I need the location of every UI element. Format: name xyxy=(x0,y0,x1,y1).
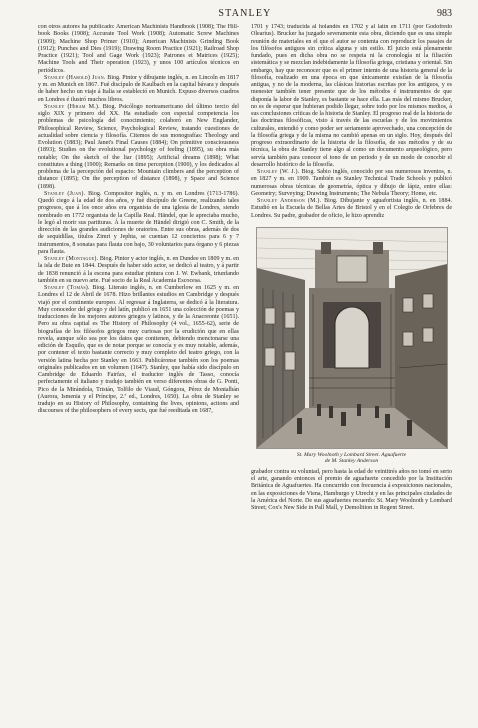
caption-credit: de M. Stanley Anderson xyxy=(324,458,379,465)
entry-body: con otros autores ha publicado: American Machinists Handbook (1908); The Hill-book Books (1908); Accurate Tool Work (1908); Automatic Screw Machines (1909); Machine Shop Primer (1910); American Machinists Grinding Book (1912); Punches and Dies (1919); Drawing Room Practice (1921); Railroad Shop Practice (1921); Tool and Gage Work (1923); Patrones et Matrices (1925); Machine Tools and Their operation (1923), y unos 100 artículos técnicos en periódicos. xyxy=(38,24,239,74)
entry-paragraph xyxy=(38,256,239,285)
entry-headword: Stanley (Montague). xyxy=(44,256,99,262)
entry-paragraph xyxy=(38,75,239,104)
entry-body: Biog. Pintor y actor inglés, n. en Dundee en 1809 y m. en la isla de Bute en 1844. Después de haber sido actor, se dedicó al teatro, y á partir de 1838 renunció á la escena para estudiar pintura con J. W. Ewbank, triunfando también en su nuevo arte. Fué socio de la Real Academia Escocesa. xyxy=(38,256,239,284)
entry-headword: Stanley Anderson (M.). xyxy=(257,198,322,204)
figure-caption xyxy=(257,452,446,465)
text-columns xyxy=(38,24,452,722)
right-column xyxy=(251,24,452,722)
entry-body: Biog. Sabio inglés, conocido por sus numerosos inventos, n. en 1827 y m. en 1909. También es Stanley Technical Trade Schools y publicó numerosas obras técnicas de geometría, óptica y dibujo de lápiz, entre ellas: Geometry; Surveying; Drawing Instruments; The Nebula Theory; Home, etc. xyxy=(251,169,452,197)
entry-paragraph xyxy=(251,24,452,169)
page-number: 983 xyxy=(437,8,452,19)
entry-body: Biog. Compositor inglés, n. y m. en Londres (1713-1786). Quedó ciego á la edad de dos años, y fué discípulo de Greene, realizando tales progresos, que á los once años era organista de una iglesia de Londres, siendo nombrado en 1772 organista de la Capilla Real. Händel, que le apreciaba mucho, le legó al morir sus partituras. Á la muerte de Händel dirigió con C. Smith, de la dirección de las grandes audiciones de oratorios. Entre sus obras, además de dos de sequidillas, títulos Zimri y Jephta, se cuentan 12 conciertos para 6 y 7 instrumentos, 8 sonatas para flauta con bajo, 30 voluntarios para órgano y 6 piezas para flauta. xyxy=(38,190,239,255)
entry-paragraph xyxy=(38,104,239,191)
entry-paragraph xyxy=(38,191,239,256)
entry-paragraph xyxy=(38,285,239,416)
entry-paragraph xyxy=(38,24,239,75)
church-street-etching xyxy=(257,228,447,448)
left-column xyxy=(38,24,239,722)
entry-body: Biog. Pintor y dibujante inglés, n. en Lincoln en 1817 y m. en Munich en 1867. Fué discípulo de Kaulbach en la capital bávara y después de haber hecho un viaje á Italia se estableció en Munich. Expuso diversos cuadros en Londres é ilustró muchos libros. xyxy=(38,74,239,103)
entry-body: grabador contra su voluntad, pero hasta la edad de veintitrés años no tomó en serio el arte, ganando entonces el premio de aguafuerte concedido por la Institución Británica de Aguafuertes. Ha concurrido con frecuencia á exposiciones nacionales, en las exposiciones de Viena, Hamburgo y Utrecht y en las principales ciudades de la América del Norte. De sus aguafuertes recuerdo: St. Mary Woolnoth y Lombard Street; Cox's New Side in Pall Mall, y Demolition in Regent Street. xyxy=(251,468,452,512)
entry-paragraph xyxy=(251,198,452,220)
entry-body: Biog. Dibujante y aguafortista inglés, n. en 1884. Estudió en la Escuela de Bellas Artes de Bristol y en el Colegio de Orfebres de Londres. Su padre, grabador de oficio, le hizo aprendiz xyxy=(251,198,452,219)
etching-figure xyxy=(253,227,450,465)
entry-body: Biog. Literato inglés, n. en Cumberlow en 1625 y m. en Londres el 12 de Abril de 1678. Hizo brillantes estudios en Cambridge y después viajó por el continente europeo. Al regresar á Inglaterra, se dedicó á la literatura. Muy conocedor del griego y del latín, publicó en 1651 una colección de poemas y traducciones de los mejores autores griegos y latinos, y de la Anacreonte (1651). Pero su obra capital es The History of Philosophy (4 vol., 1655-62), serie de biografías de los filósofos griegos muy curiosas por la erudición que en ellas revela, aunque sólo sea por los datos que contienen, debiendo mencionarse una edición de Esquilo, que es de notar porque se conocía y es muy notable, además, por contener el texto bastante correcto y muy completo del teatro griego, con la versión latina hecha por Stanley en 1663. Publicáronse también son los poemas originales publicados en un volumen (1647). Stanley, que había sido discípulo en Cambridge de Eduardo Fairfax, el traductor inglés de Tasso, conocía perfectamente el italiano y tradujo también en verso diferentes obras de G. Ponti, Pico de la Mirándola, Tristán, Tolfilo de Viaud, Góngora, Pérez de Montalbán (Aurora, Ismenia y el Príncipe, 2.ª ed., Londres, 1650). La obra de Stanley se tradujo en su History of Philosophy, containing the lives, opinions, actions and discourses of the philosophers of every sects, que fué reeditada en 1687, xyxy=(38,285,239,415)
running-header xyxy=(38,8,452,22)
entry-paragraph xyxy=(251,169,452,198)
caption-technique: Aguafuerte xyxy=(381,451,407,458)
entry-headword: Stanley (Hiram M.). xyxy=(44,103,100,110)
entry-headword: Stanley (Harold) Juan. xyxy=(44,74,106,81)
etching-illustration xyxy=(256,227,448,449)
entry-headword: Stanley (Tomás). xyxy=(44,285,90,291)
entry-headword: Stanley (Juan). xyxy=(44,190,86,197)
entry-headword: Stanley (W. J.). xyxy=(257,169,300,175)
entry-body: 1701 y 1743; traducida al holandés en 1702 y al latín en 1711 (por Godofredo Olearius). Brucker ha juzgado severamente esta obra, diciendo que es una simple reunión de materiales en el que el autor se contenta con reproducir los pasajes de los filósofos antiguos sin crítica alguna y sin estilo. El juicio está plenamente fundado, pues en dicha obra no se respeta ni la cronología ni la filiación sistemática y se mezclan indebidamente la filosofía griega, cristiana y oriental. Sin embargo, hay que reconocer que es el primer intento de una historia general de la filosofía, realizado en una época en que únicamente existían de la filosofía antigua, y no de la moderna, las clásicas historias escritas por los antiguos, y es menester también tener presente que de los métodos é instrumentos de que disponía la labor de Stanley, es bastante se hace ella. Las más del mismo Brucker, no es de esperar que hubieran podido llegar, sobre todo por los mismos medios, á sus conclusiones críticas de la historia de Stanley. El progreso real de la historia de las doctrinas filosóficas, visto á través de las escuelas y de los movimientos culturales, entendió y como poder ser seriamente aprovechado, una concepción de la filosofía griega y de la misma no cambió apenas en un siglo. Hoy, después del progreso extraordinario de la historia de la filosofía, de sus métodos y de su técnica, la obra de Stanley tiene algo al como un documento arqueológico, pero servía también para conocer el tono de un periodo y de un modo de concebir el desarrollo histórico de la filosofía. xyxy=(251,24,452,168)
running-head-title: STANLEY xyxy=(218,8,272,19)
caption-title: St. Mary Woolnoth y Lombard Street. xyxy=(296,451,380,458)
entry-body: Biog. Psicólogo norteamericano del último tercio del siglo XIX y primero del XX. Ha estudiado con especial competencia los problemas de psicología del conocimiento; colaboró en New Englander, Philosophical Review, Science, Psychological Review, tratando cuestiones de actualidad sobre ciencia y filosofía. Citemos de sus monografías: Theology and Evolution (1883); Paul Janet's Final Causes (1884); On primitive consciousness (1893); Studies on the evolutional psychology of feeling (1895), su obra más notable; On the sketch of the liar (1895); Artificial dreams (1898); What constitutes a thing (1900); Remarks on time perception (1900), y los dedicados al problema de la percepción del espacio: Mountain climbers and the perception of distance (1895); On the perception of distance (1898), y Space and Science (1898). xyxy=(38,103,239,190)
entry-paragraph xyxy=(251,469,452,513)
